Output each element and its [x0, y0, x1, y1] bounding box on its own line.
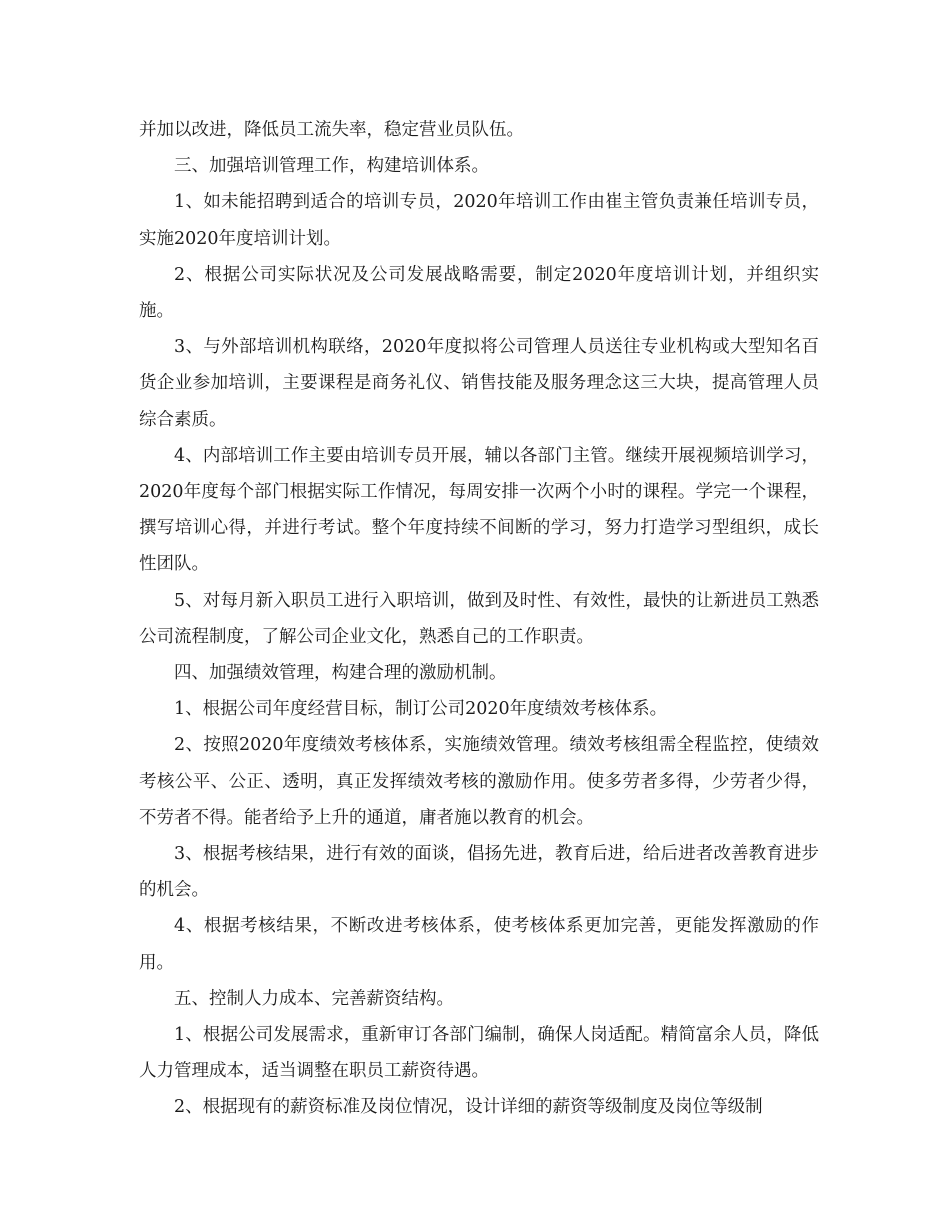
section-heading-cost: 五、控制人力成本、完善薪资结构。 [174, 988, 454, 1009]
paragraph-training-2: 2、根据公司实际状况及公司发展战略需要，制定2020年度培训计划，并组织实施。 [139, 264, 819, 322]
paragraph-cost-2: 2、根据现有的薪资标准及岗位情况，设计详细的薪资等级制度及岗位等级制 [174, 1097, 763, 1118]
paragraph-1: 并加以改进，降低员工流失率，稳定营业员队伍。 [139, 120, 524, 140]
paragraph-performance-3: 3、根据考核结果，进行有效的面谈，倡扬先进，教育后进，给后进者改善教育进步的机会。 [139, 844, 819, 901]
paragraph-training-3: 3、与外部培训机构联络，2020年度拟将公司管理人员送往专业机构或大型知名百货企业参加培训，主要课程是商务礼仪、销售技能及服务理念这三大块，提高管理人员综合素质。 [139, 337, 819, 430]
paragraph-performance-1: 1、根据公司年度经营目标，制订公司2020年度绩效考核体系。 [174, 699, 668, 720]
paragraph-cost-1: 1、根据公司发展需求，重新审订各部门编制，确保人岗适配。精简富余人员，降低人力管理成本，适当调整在职员工薪资待遇。 [139, 1025, 819, 1082]
document-body [139, 112, 819, 1126]
paragraph-training-5: 5、对每月新入职员工进行入职培训，做到及时性、有效性，最快的让新进员工熟悉公司流程制度，了解公司企业文化，熟悉自己的工作职责。 [139, 590, 819, 647]
paragraph-training-1: 1、如未能招聘到适合的培训专员，2020年培训工作由崔主管负责兼任培训专员，实施2020年度培训计划。 [139, 192, 819, 249]
paragraph-performance-2: 2、按照2020年度绩效考核体系，实施绩效管理。绩效考核组需全程监控，使绩效考核公平、公正、透明，真正发挥绩效考核的激励作用。使多劳者多得，少劳者少得，不劳者不得。能者给予上升的通道，庸者施以教育的机会。 [139, 735, 819, 828]
paragraph-performance-4: 4、根据考核结果，不断改进考核体系，使考核体系更加完善，更能发挥激励的作用。 [139, 916, 819, 973]
section-heading-performance: 四、加强绩效管理，构建合理的激励机制。 [174, 663, 507, 684]
paragraph-training-4: 4、内部培训工作主要由培训专员开展，辅以各部门主管。继续开展视频培训学习，2020年度每个部门根据实际工作情况，每周安排一次两个小时的课程。学完一个课程，撰写培训心得，并进行考试。整个年度持续不间断的学习，努力打造学习型组织，成长性团队。 [139, 445, 819, 575]
section-heading-training: 三、加强培训管理工作，构建培训体系。 [174, 156, 489, 177]
